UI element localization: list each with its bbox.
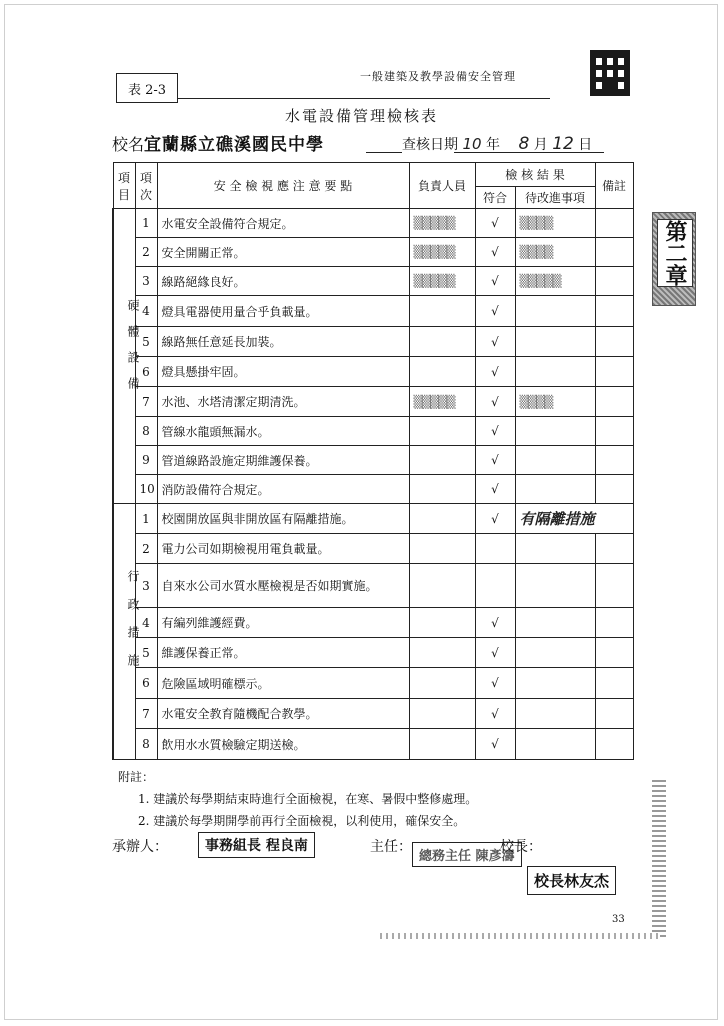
person-scribble: ▒▒▒▒▒ (409, 267, 475, 296)
pass-check: √ (475, 417, 515, 446)
pass-check: √ (475, 446, 515, 475)
improve-cell (515, 357, 595, 387)
table-row (113, 446, 633, 475)
inspection-date (402, 134, 592, 154)
principal-label: 校長： (500, 839, 542, 855)
table-row (113, 638, 633, 668)
row-no: 1 (135, 504, 157, 534)
table-row (113, 238, 633, 267)
improve-cell (515, 699, 595, 729)
row-no: 3 (135, 564, 157, 608)
pass-check: √ (475, 608, 515, 638)
notes (118, 766, 477, 832)
row-text: 燈具電器使用量合乎負載量。 (157, 296, 409, 327)
remark-cell (595, 327, 633, 357)
header-item: 安 全 檢 視 應 注 意 要 點 (157, 163, 409, 209)
row-text: 有編列維護經費。 (157, 608, 409, 638)
row-text: 飲用水水質檢驗定期送檢。 (157, 729, 409, 760)
date-month: 8 (518, 134, 530, 154)
person-cell (409, 296, 475, 327)
row-text: 安全開關正常。 (157, 238, 409, 267)
row-text: 水電安全教育隨機配合教學。 (157, 699, 409, 729)
improve-cell (515, 475, 595, 504)
remark-cell (595, 417, 633, 446)
table-row (113, 267, 633, 296)
person-scribble: ▒▒▒▒▒ (409, 238, 475, 267)
note-item: 2. 建議於每學期開學前再行全面檢視，以利使用，確保安全。 (138, 814, 466, 828)
header-rule (178, 98, 550, 99)
improve-scribble: ▒▒▒▒ (515, 387, 595, 417)
year-unit: 年 (486, 137, 500, 153)
improve-cell (515, 534, 595, 564)
row-text: 線路無任意延長加裝。 (157, 327, 409, 357)
pass-check: √ (475, 387, 515, 417)
header-person: 負責人員 (409, 163, 475, 209)
table-row (113, 504, 633, 534)
checklist-table (112, 162, 634, 760)
school-name: 宜蘭縣立礁溪國民中學 (144, 135, 325, 155)
date-day: 12 (552, 134, 574, 154)
row-no: 5 (135, 327, 157, 357)
remark-cell (595, 699, 633, 729)
pass-check: √ (475, 475, 515, 504)
improve-cell (515, 296, 595, 327)
pass-check: √ (475, 209, 515, 238)
person-cell (409, 699, 475, 729)
improve-cell (515, 417, 595, 446)
row-text: 電力公司如期檢視用電負載量。 (157, 534, 409, 564)
row-text: 危險區域明確標示。 (157, 668, 409, 699)
person-scribble: ▒▒▒▒▒ (409, 209, 475, 238)
table-row (113, 327, 633, 357)
remark-cell (595, 608, 633, 638)
remark-cell (595, 534, 633, 564)
person-cell (409, 475, 475, 504)
chapter-label: 第二章 (657, 219, 693, 287)
school-label: 校名 (112, 135, 145, 154)
category-administration: 行政措施 (113, 504, 135, 760)
header-category: 項目 (113, 163, 135, 209)
table-row (113, 729, 633, 760)
row-text: 管道線路設施定期維護保養。 (157, 446, 409, 475)
pass-check: √ (475, 238, 515, 267)
person-cell (409, 504, 475, 534)
table-row (113, 387, 633, 417)
date-year: 10 (462, 135, 482, 153)
handler-label: 承辦人： (112, 839, 168, 855)
pass-check: √ (475, 729, 515, 760)
principal-stamp: 校長林友杰 (527, 866, 616, 895)
row-text: 消防設備符合規定。 (157, 475, 409, 504)
school-underline (366, 152, 402, 153)
remark-cell (595, 387, 633, 417)
row-no: 6 (135, 668, 157, 699)
remark-cell (595, 267, 633, 296)
person-cell (409, 446, 475, 475)
row-no: 8 (135, 417, 157, 446)
row-no: 6 (135, 357, 157, 387)
improve-cell (515, 327, 595, 357)
pass-check: √ (475, 699, 515, 729)
handler-stamp: 事務組長 程良南 (198, 832, 315, 858)
row-text: 自來水公司水質水壓檢視是否如期實施。 (157, 564, 409, 608)
chapter-side-tab (652, 212, 696, 306)
remark-cell (595, 209, 633, 238)
row-no: 3 (135, 267, 157, 296)
improve-note: 有隔離措施 (515, 504, 633, 534)
header-pass: 符合 (475, 187, 515, 209)
category-hardware: 硬體設備 (113, 209, 135, 504)
pass-check (475, 534, 515, 564)
pass-check (475, 564, 515, 608)
month-unit: 月 (533, 137, 548, 153)
row-no: 7 (135, 699, 157, 729)
director-stamp: 總務主任 陳彥濤 (412, 842, 522, 867)
row-no: 4 (135, 296, 157, 327)
row-no: 8 (135, 729, 157, 760)
margin-speckle (652, 780, 666, 940)
header-remark: 備註 (595, 163, 633, 209)
improve-cell (515, 608, 595, 638)
improve-cell (515, 729, 595, 760)
pass-check: √ (475, 327, 515, 357)
person-cell (409, 417, 475, 446)
row-no: 1 (135, 209, 157, 238)
pass-check: √ (475, 668, 515, 699)
remark-cell (595, 357, 633, 387)
improve-scribble: ▒▒▒▒ (515, 209, 595, 238)
pass-check: √ (475, 267, 515, 296)
person-cell (409, 357, 475, 387)
person-cell (409, 729, 475, 760)
pass-check: √ (475, 504, 515, 534)
remark-cell (595, 238, 633, 267)
table-row (113, 417, 633, 446)
remark-cell (595, 446, 633, 475)
row-no: 4 (135, 608, 157, 638)
table-number-tag: 表 2-3 (116, 73, 178, 103)
row-text: 水電安全設備符合規定。 (157, 209, 409, 238)
table-row (113, 534, 633, 564)
person-cell (409, 668, 475, 699)
improve-scribble: ▒▒▒▒▒ (515, 267, 595, 296)
person-cell (409, 534, 475, 564)
pass-check: √ (475, 638, 515, 668)
remark-cell (595, 475, 633, 504)
pass-check: √ (475, 357, 515, 387)
person-cell (409, 564, 475, 608)
row-no: 10 (135, 475, 157, 504)
person-cell (409, 608, 475, 638)
director-label: 主任： (370, 839, 412, 855)
header-improve: 待改進事項 (515, 187, 595, 209)
pass-check: √ (475, 296, 515, 327)
row-text: 線路絕緣良好。 (157, 267, 409, 296)
header-no: 項次 (135, 163, 157, 209)
row-text: 水池、水塔清潔定期清洗。 (157, 387, 409, 417)
improve-cell (515, 564, 595, 608)
improve-cell (515, 668, 595, 699)
row-no: 2 (135, 238, 157, 267)
remark-cell (595, 729, 633, 760)
row-no: 5 (135, 638, 157, 668)
building-logo-icon (590, 50, 630, 96)
day-unit: 日 (578, 137, 593, 153)
person-cell (409, 327, 475, 357)
improve-cell (515, 638, 595, 668)
table-row (113, 475, 633, 504)
person-cell (409, 638, 475, 668)
table-row (113, 564, 633, 608)
row-no: 2 (135, 534, 157, 564)
remark-cell (595, 296, 633, 327)
remark-cell (595, 668, 633, 699)
note-item: 1. 建議於每學期結束時進行全面檢視，在寒、暑假中整修處理。 (138, 792, 478, 806)
improve-scribble: ▒▒▒▒ (515, 238, 595, 267)
table-row (113, 209, 633, 238)
date-label: 查核日期 (402, 137, 458, 153)
improve-cell (515, 446, 595, 475)
table-row (113, 357, 633, 387)
row-text: 燈具懸掛牢固。 (157, 357, 409, 387)
bottom-speckle (380, 933, 660, 939)
table-row (113, 699, 633, 729)
date-underline (454, 152, 604, 153)
row-text: 校園開放區與非開放區有隔離措施。 (157, 504, 409, 534)
row-no: 7 (135, 387, 157, 417)
notes-label: 附註： (118, 770, 155, 784)
header-result: 檢 核 結 果 (475, 163, 595, 187)
table-row (113, 296, 633, 327)
table-row (113, 668, 633, 699)
remark-cell (595, 564, 633, 608)
person-scribble: ▒▒▒▒▒ (409, 387, 475, 417)
running-title: 一般建築及教學設備安全管理 (360, 70, 516, 83)
page-number: 33 (612, 914, 625, 925)
remark-cell (595, 638, 633, 668)
row-no: 9 (135, 446, 157, 475)
school-line (112, 130, 324, 155)
document-title: 水電設備管理檢核表 (285, 107, 439, 125)
row-text: 管線水龍頭無漏水。 (157, 417, 409, 446)
row-text: 維護保養正常。 (157, 638, 409, 668)
table-row (113, 608, 633, 638)
